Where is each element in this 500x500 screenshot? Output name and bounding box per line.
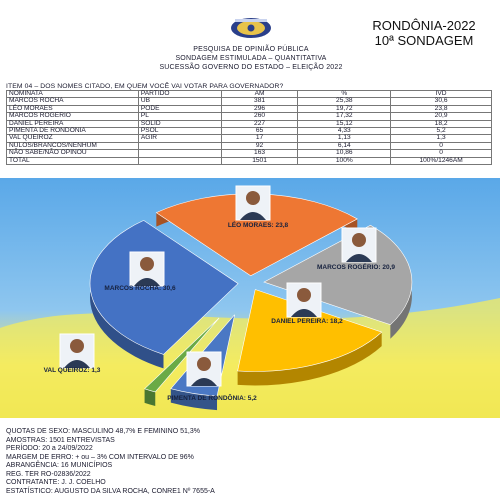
question-text: ITEM 04 – DOS NOMES CITADO, EM QUEM VOCÊ VAI VOTAR PARA GOVERNADOR? — [6, 83, 284, 90]
results-table — [6, 90, 492, 165]
footer-line: PERÍODO: 20 a 24/09/2022 — [6, 445, 93, 452]
table-cell: MARCOS ROGERIO — [7, 113, 139, 120]
footer-line: AMOSTRAS: 1501 ENTREVISTAS — [6, 436, 115, 444]
table-cell: 100% — [298, 157, 391, 164]
table-cell — [138, 150, 221, 157]
person-photo-icon — [342, 228, 376, 262]
header-edition: 10ª SONDAGEM — [374, 33, 474, 48]
footer-line: REG. TER RO-02836/2022 — [6, 470, 91, 478]
person-photo-icon — [187, 352, 221, 386]
table-cell: TOTAL — [7, 157, 139, 164]
subtitle-line: SUCESSÃO GOVERNO DO ESTADO – ELEIÇÃO 2022 — [159, 64, 343, 71]
subtitle-line: PESQUISA DE OPINIÃO PÚBLICA — [193, 46, 309, 53]
table-cell: NÃO SABE/NÃO OPINOU — [7, 150, 139, 157]
table-cell: 23,8 — [391, 105, 492, 112]
pie-chart-area — [0, 178, 500, 418]
table-cell: 30,6 — [391, 98, 492, 105]
table-cell: NULOS/BRANCOS/NENHUM — [7, 142, 139, 149]
pie-slice-label: MARCOS ROCHA: 30,6 — [104, 285, 176, 292]
table-header-row — [7, 91, 492, 98]
table-cell: 19,72 — [298, 105, 391, 112]
footer-line: ESTATÍSTICO: AUGUSTO DA SILVA ROCHA, CONRE1 Nº 7655-A — [6, 487, 215, 495]
table-cell: 15,12 — [298, 120, 391, 127]
table-cell: AGIR — [138, 135, 221, 142]
header-cell: IVD — [391, 91, 492, 98]
table-cell: 1,3 — [391, 135, 492, 142]
footer-line: MARGEM DE ERRO: + ou – 3% COM INTERVALO DE 96% — [6, 453, 194, 461]
table-row — [7, 105, 492, 112]
table-cell: 20,9 — [391, 113, 492, 120]
person-photo-icon — [130, 252, 164, 286]
table-cell: LÉO MORAES — [7, 105, 139, 112]
table-cell: 163 — [221, 150, 298, 157]
table-cell: PL — [138, 113, 221, 120]
header-cell: % — [298, 91, 391, 98]
table-cell: SOLID — [138, 120, 221, 127]
table-cell: 1501 — [221, 157, 298, 164]
table-cell: 17,32 — [298, 113, 391, 120]
table-row — [7, 98, 492, 105]
table-cell: 260 — [221, 113, 298, 120]
table-cell: PODE — [138, 105, 221, 112]
header-cell: AM — [221, 91, 298, 98]
person-photo-icon — [60, 334, 94, 368]
methodology-footer — [6, 428, 215, 496]
table-cell: PIMENTA DE RONDONIA — [7, 128, 139, 135]
table-cell: 4,33 — [298, 128, 391, 135]
table-cell: DANIEL PEREIRA — [7, 120, 139, 127]
header-region-block — [354, 18, 494, 48]
pie-slice-label: DANIEL PEREIRA: 18,2 — [271, 318, 343, 325]
table-row — [7, 113, 492, 120]
table-cell: 0 — [391, 150, 492, 157]
table-cell: 18,2 — [391, 120, 492, 127]
header-region: RONDÔNIA-2022 — [372, 18, 476, 33]
table-cell: 381 — [221, 98, 298, 105]
table-cell: PSOL — [138, 128, 221, 135]
table-cell: 227 — [221, 120, 298, 127]
pie-slice-label: LÉO MORAES: 23,8 — [227, 222, 289, 229]
table-cell: 5,2 — [391, 128, 492, 135]
table-cell: 25,38 — [298, 98, 391, 105]
table-cell — [138, 157, 221, 164]
header-cell: PARTIDO — [138, 91, 221, 98]
header-cell: NOMINATA — [7, 91, 139, 98]
table-cell: 92 — [221, 142, 298, 149]
table-cell: 296 — [221, 105, 298, 112]
table-cell — [138, 142, 221, 149]
pie-slice-label: MARCOS ROGÉRIO: 20,9 — [316, 264, 396, 271]
footer-line: QUOTAS DE SEXO: MASCULINO 48,7% E FEMININO 51,3% — [6, 428, 200, 435]
person-photo-icon — [287, 283, 321, 317]
subtitle-line: SONDAGEM ESTIMULADA – QUANTITATIVA — [175, 55, 327, 62]
pie-slice-label: VAL QUEIROZ: 1,3 — [43, 367, 101, 374]
table-cell: 17 — [221, 135, 298, 142]
table-cell: MARCOS ROCHA — [7, 98, 139, 105]
table-row — [7, 128, 492, 135]
table-cell: 100%/1246AM — [391, 157, 492, 164]
pie-slice-label: PIMENTA DE RONDÔNIA: 5,2 — [167, 395, 257, 402]
table-cell: VAL QUEIROZ — [7, 135, 139, 142]
table-cell: 6,14 — [298, 142, 391, 149]
table-cell: 10,86 — [298, 150, 391, 157]
footer-line: ABRANGÊNCIA: 16 MUNICÍPIOS — [6, 462, 113, 469]
table-total-row — [7, 157, 492, 164]
pie-chart — [0, 178, 500, 418]
person-photo-icon — [236, 186, 270, 220]
table-cell: 65 — [221, 128, 298, 135]
footer-line: CONTRATANTE: J. J. COELHO — [6, 479, 106, 486]
survey-subtitle — [130, 45, 372, 72]
seal-logo-icon — [229, 16, 273, 40]
table-cell: 1,13 — [298, 135, 391, 142]
table-cell: 0 — [391, 142, 492, 149]
table-cell: UB — [138, 98, 221, 105]
